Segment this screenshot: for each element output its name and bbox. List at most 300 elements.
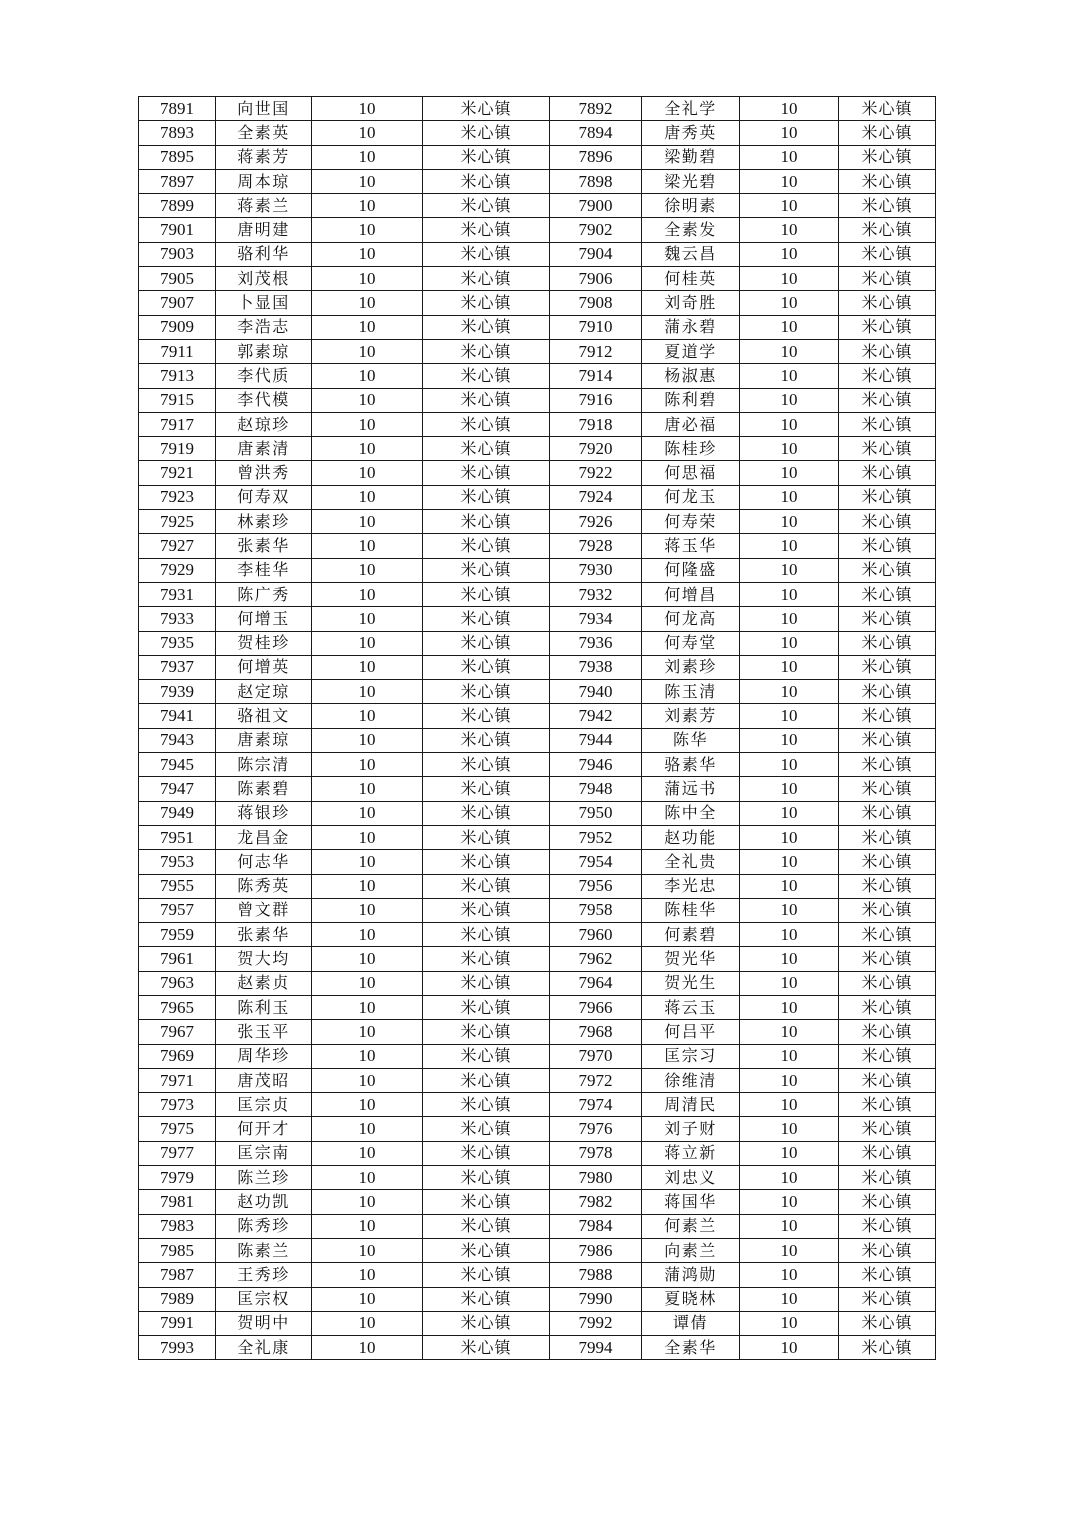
town-cell: 米心镇 — [423, 1068, 550, 1092]
town-cell: 米心镇 — [839, 680, 936, 704]
town-cell: 米心镇 — [423, 607, 550, 631]
amount-cell: 10 — [312, 947, 423, 971]
name-cell: 魏云昌 — [642, 242, 740, 266]
name-cell: 李代模 — [216, 388, 312, 412]
serial-number-cell: 7911 — [139, 339, 216, 363]
town-cell: 米心镇 — [423, 1093, 550, 1117]
town-cell: 米心镇 — [839, 339, 936, 363]
name-cell: 赵功能 — [642, 825, 740, 849]
table-row — [139, 1311, 936, 1335]
serial-number-cell: 7908 — [550, 291, 642, 315]
town-cell: 米心镇 — [423, 388, 550, 412]
amount-cell: 10 — [740, 801, 839, 825]
amount-cell: 10 — [312, 558, 423, 582]
town-cell: 米心镇 — [839, 97, 936, 121]
amount-cell: 10 — [740, 315, 839, 339]
name-cell: 夏晓林 — [642, 1287, 740, 1311]
name-cell: 陈素碧 — [216, 777, 312, 801]
name-cell: 陈宗清 — [216, 753, 312, 777]
name-cell: 贺明中 — [216, 1311, 312, 1335]
town-cell: 米心镇 — [839, 291, 936, 315]
serial-number-cell: 7928 — [550, 534, 642, 558]
table-row — [139, 218, 936, 242]
name-cell: 何寿荣 — [642, 510, 740, 534]
amount-cell: 10 — [312, 1093, 423, 1117]
serial-number-cell: 7936 — [550, 631, 642, 655]
amount-cell: 10 — [740, 923, 839, 947]
town-cell: 米心镇 — [423, 753, 550, 777]
amount-cell: 10 — [312, 510, 423, 534]
amount-cell: 10 — [740, 461, 839, 485]
name-cell: 张玉平 — [216, 1020, 312, 1044]
town-cell: 米心镇 — [423, 291, 550, 315]
table-row — [139, 267, 936, 291]
town-cell: 米心镇 — [839, 1263, 936, 1287]
table-row — [139, 1263, 936, 1287]
name-cell: 何吕平 — [642, 1020, 740, 1044]
town-cell: 米心镇 — [423, 194, 550, 218]
table-row — [139, 971, 936, 995]
amount-cell: 10 — [312, 995, 423, 1019]
name-cell: 全素华 — [642, 1336, 740, 1360]
amount-cell: 10 — [740, 825, 839, 849]
name-cell: 匡宗贞 — [216, 1093, 312, 1117]
name-cell: 陈兰珍 — [216, 1166, 312, 1190]
town-cell: 米心镇 — [839, 1336, 936, 1360]
table-row — [139, 850, 936, 874]
amount-cell: 10 — [312, 412, 423, 436]
serial-number-cell: 7920 — [550, 437, 642, 461]
amount-cell: 10 — [740, 1068, 839, 1092]
town-cell: 米心镇 — [423, 558, 550, 582]
amount-cell: 10 — [312, 1214, 423, 1238]
amount-cell: 10 — [312, 923, 423, 947]
serial-number-cell: 7987 — [139, 1263, 216, 1287]
name-cell: 匡宗习 — [642, 1044, 740, 1068]
town-cell: 米心镇 — [423, 1190, 550, 1214]
serial-number-cell: 7933 — [139, 607, 216, 631]
amount-cell: 10 — [312, 339, 423, 363]
table-row — [139, 753, 936, 777]
amount-cell: 10 — [740, 850, 839, 874]
name-cell: 陈广秀 — [216, 582, 312, 606]
town-cell: 米心镇 — [423, 145, 550, 169]
amount-cell: 10 — [312, 461, 423, 485]
table-row — [139, 388, 936, 412]
town-cell: 米心镇 — [839, 461, 936, 485]
table-row — [139, 704, 936, 728]
amount-cell: 10 — [740, 947, 839, 971]
amount-cell: 10 — [740, 218, 839, 242]
table-row — [139, 437, 936, 461]
name-cell: 陈利碧 — [642, 388, 740, 412]
town-cell: 米心镇 — [423, 1044, 550, 1068]
serial-number-cell: 7992 — [550, 1311, 642, 1335]
name-cell: 周华珍 — [216, 1044, 312, 1068]
amount-cell: 10 — [312, 898, 423, 922]
name-cell: 蒋玉华 — [642, 534, 740, 558]
name-cell: 骆祖文 — [216, 704, 312, 728]
amount-cell: 10 — [312, 582, 423, 606]
name-cell: 刘素芳 — [642, 704, 740, 728]
amount-cell: 10 — [740, 607, 839, 631]
amount-cell: 10 — [312, 145, 423, 169]
amount-cell: 10 — [312, 704, 423, 728]
table-row — [139, 339, 936, 363]
table-row — [139, 631, 936, 655]
town-cell: 米心镇 — [423, 461, 550, 485]
town-cell: 米心镇 — [423, 923, 550, 947]
town-cell: 米心镇 — [839, 631, 936, 655]
amount-cell: 10 — [740, 728, 839, 752]
name-cell: 何龙玉 — [642, 485, 740, 509]
serial-number-cell: 7932 — [550, 582, 642, 606]
town-cell: 米心镇 — [839, 558, 936, 582]
amount-cell: 10 — [312, 267, 423, 291]
serial-number-cell: 7922 — [550, 461, 642, 485]
serial-number-cell: 7915 — [139, 388, 216, 412]
serial-number-cell: 7949 — [139, 801, 216, 825]
table-row — [139, 874, 936, 898]
serial-number-cell: 7909 — [139, 315, 216, 339]
name-cell: 唐必福 — [642, 412, 740, 436]
name-cell: 蒲远书 — [642, 777, 740, 801]
town-cell: 米心镇 — [839, 1020, 936, 1044]
name-cell: 李光忠 — [642, 874, 740, 898]
serial-number-cell: 7893 — [139, 121, 216, 145]
name-cell: 骆利华 — [216, 242, 312, 266]
serial-number-cell: 7979 — [139, 1166, 216, 1190]
amount-cell: 10 — [312, 1044, 423, 1068]
town-cell: 米心镇 — [423, 1238, 550, 1262]
town-cell: 米心镇 — [423, 777, 550, 801]
town-cell: 米心镇 — [839, 388, 936, 412]
table-row — [139, 461, 936, 485]
serial-number-cell: 7981 — [139, 1190, 216, 1214]
serial-number-cell: 7926 — [550, 510, 642, 534]
town-cell: 米心镇 — [423, 510, 550, 534]
town-cell: 米心镇 — [423, 1020, 550, 1044]
amount-cell: 10 — [740, 777, 839, 801]
town-cell: 米心镇 — [839, 1311, 936, 1335]
serial-number-cell: 7917 — [139, 412, 216, 436]
amount-cell: 10 — [740, 1238, 839, 1262]
town-cell: 米心镇 — [839, 169, 936, 193]
town-cell: 米心镇 — [839, 825, 936, 849]
serial-number-cell: 7964 — [550, 971, 642, 995]
amount-cell: 10 — [740, 242, 839, 266]
amount-cell: 10 — [312, 1166, 423, 1190]
town-cell: 米心镇 — [839, 753, 936, 777]
name-cell: 徐维清 — [642, 1068, 740, 1092]
town-cell: 米心镇 — [839, 121, 936, 145]
serial-number-cell: 7974 — [550, 1093, 642, 1117]
serial-number-cell: 7899 — [139, 194, 216, 218]
serial-number-cell: 7976 — [550, 1117, 642, 1141]
amount-cell: 10 — [312, 218, 423, 242]
amount-cell: 10 — [312, 169, 423, 193]
amount-cell: 10 — [312, 825, 423, 849]
name-cell: 李代质 — [216, 364, 312, 388]
table-row — [139, 1166, 936, 1190]
name-cell: 全礼康 — [216, 1336, 312, 1360]
name-cell: 唐茂昭 — [216, 1068, 312, 1092]
serial-number-cell: 7913 — [139, 364, 216, 388]
serial-number-cell: 7962 — [550, 947, 642, 971]
serial-number-cell: 7931 — [139, 582, 216, 606]
town-cell: 米心镇 — [423, 1287, 550, 1311]
town-cell: 米心镇 — [423, 1311, 550, 1335]
table-row — [139, 655, 936, 679]
amount-cell: 10 — [312, 1020, 423, 1044]
name-cell: 向素兰 — [642, 1238, 740, 1262]
name-cell: 卜显国 — [216, 291, 312, 315]
serial-number-cell: 7990 — [550, 1287, 642, 1311]
table-row — [139, 534, 936, 558]
amount-cell: 10 — [312, 1263, 423, 1287]
serial-number-cell: 7984 — [550, 1214, 642, 1238]
name-cell: 全素英 — [216, 121, 312, 145]
town-cell: 米心镇 — [839, 971, 936, 995]
town-cell: 米心镇 — [839, 145, 936, 169]
amount-cell: 10 — [312, 777, 423, 801]
amount-cell: 10 — [740, 1044, 839, 1068]
amount-cell: 10 — [312, 1068, 423, 1092]
name-cell: 何思福 — [642, 461, 740, 485]
amount-cell: 10 — [740, 388, 839, 412]
serial-number-cell: 7965 — [139, 995, 216, 1019]
serial-number-cell: 7969 — [139, 1044, 216, 1068]
serial-number-cell: 7989 — [139, 1287, 216, 1311]
table-row — [139, 121, 936, 145]
name-cell: 陈秀英 — [216, 874, 312, 898]
table-row — [139, 558, 936, 582]
amount-cell: 10 — [312, 534, 423, 558]
town-cell: 米心镇 — [423, 218, 550, 242]
amount-cell: 10 — [740, 291, 839, 315]
name-cell: 蒲永碧 — [642, 315, 740, 339]
serial-number-cell: 7906 — [550, 267, 642, 291]
name-cell: 蒋云玉 — [642, 995, 740, 1019]
serial-number-cell: 7916 — [550, 388, 642, 412]
serial-number-cell: 7953 — [139, 850, 216, 874]
amount-cell: 10 — [312, 485, 423, 509]
town-cell: 米心镇 — [839, 582, 936, 606]
amount-cell: 10 — [312, 728, 423, 752]
serial-number-cell: 7934 — [550, 607, 642, 631]
amount-cell: 10 — [740, 680, 839, 704]
serial-number-cell: 7955 — [139, 874, 216, 898]
name-cell: 张素华 — [216, 923, 312, 947]
name-cell: 曾洪秀 — [216, 461, 312, 485]
amount-cell: 10 — [740, 971, 839, 995]
name-cell: 何开才 — [216, 1117, 312, 1141]
town-cell: 米心镇 — [839, 801, 936, 825]
serial-number-cell: 7894 — [550, 121, 642, 145]
serial-number-cell: 7939 — [139, 680, 216, 704]
serial-number-cell: 7986 — [550, 1238, 642, 1262]
name-cell: 何龙高 — [642, 607, 740, 631]
serial-number-cell: 7980 — [550, 1166, 642, 1190]
amount-cell: 10 — [312, 437, 423, 461]
amount-cell: 10 — [312, 364, 423, 388]
name-cell: 赵定琼 — [216, 680, 312, 704]
table-row — [139, 898, 936, 922]
town-cell: 米心镇 — [839, 1068, 936, 1092]
serial-number-cell: 7891 — [139, 97, 216, 121]
name-cell: 周本琼 — [216, 169, 312, 193]
name-cell: 陈玉清 — [642, 680, 740, 704]
amount-cell: 10 — [312, 194, 423, 218]
town-cell: 米心镇 — [839, 850, 936, 874]
amount-cell: 10 — [312, 655, 423, 679]
table-row — [139, 1020, 936, 1044]
serial-number-cell: 7901 — [139, 218, 216, 242]
amount-cell: 10 — [312, 242, 423, 266]
amount-cell: 10 — [312, 971, 423, 995]
town-cell: 米心镇 — [839, 923, 936, 947]
town-cell: 米心镇 — [423, 1336, 550, 1360]
serial-number-cell: 7947 — [139, 777, 216, 801]
roster-table — [138, 96, 936, 1360]
town-cell: 米心镇 — [423, 97, 550, 121]
table-row — [139, 995, 936, 1019]
name-cell: 唐秀英 — [642, 121, 740, 145]
name-cell: 骆素华 — [642, 753, 740, 777]
table-row — [139, 169, 936, 193]
table-row — [139, 97, 936, 121]
town-cell: 米心镇 — [839, 510, 936, 534]
town-cell: 米心镇 — [839, 704, 936, 728]
name-cell: 匡宗南 — [216, 1141, 312, 1165]
town-cell: 米心镇 — [423, 485, 550, 509]
town-cell: 米心镇 — [839, 534, 936, 558]
name-cell: 贺大均 — [216, 947, 312, 971]
serial-number-cell: 7972 — [550, 1068, 642, 1092]
serial-number-cell: 7944 — [550, 728, 642, 752]
amount-cell: 10 — [740, 1287, 839, 1311]
serial-number-cell: 7910 — [550, 315, 642, 339]
table-row — [139, 315, 936, 339]
town-cell: 米心镇 — [839, 267, 936, 291]
serial-number-cell: 7905 — [139, 267, 216, 291]
amount-cell: 10 — [312, 1117, 423, 1141]
serial-number-cell: 7950 — [550, 801, 642, 825]
town-cell: 米心镇 — [423, 1117, 550, 1141]
name-cell: 周清民 — [642, 1093, 740, 1117]
town-cell: 米心镇 — [423, 121, 550, 145]
amount-cell: 10 — [312, 1141, 423, 1165]
name-cell: 何寿双 — [216, 485, 312, 509]
name-cell: 张素华 — [216, 534, 312, 558]
serial-number-cell: 7895 — [139, 145, 216, 169]
table-row — [139, 194, 936, 218]
town-cell: 米心镇 — [423, 971, 550, 995]
town-cell: 米心镇 — [423, 631, 550, 655]
town-cell: 米心镇 — [839, 242, 936, 266]
roster-body — [139, 97, 936, 1360]
town-cell: 米心镇 — [423, 412, 550, 436]
town-cell: 米心镇 — [423, 242, 550, 266]
name-cell: 何素碧 — [642, 923, 740, 947]
name-cell: 徐明素 — [642, 194, 740, 218]
serial-number-cell: 7960 — [550, 923, 642, 947]
serial-number-cell: 7952 — [550, 825, 642, 849]
table-row — [139, 1044, 936, 1068]
town-cell: 米心镇 — [423, 655, 550, 679]
table-row — [139, 728, 936, 752]
name-cell: 匡宗权 — [216, 1287, 312, 1311]
amount-cell: 10 — [312, 631, 423, 655]
amount-cell: 10 — [740, 1117, 839, 1141]
serial-number-cell: 7959 — [139, 923, 216, 947]
name-cell: 何寿堂 — [642, 631, 740, 655]
serial-number-cell: 7985 — [139, 1238, 216, 1262]
town-cell: 米心镇 — [839, 1141, 936, 1165]
name-cell: 蒋素芳 — [216, 145, 312, 169]
amount-cell: 10 — [740, 995, 839, 1019]
amount-cell: 10 — [740, 145, 839, 169]
town-cell: 米心镇 — [839, 898, 936, 922]
name-cell: 何隆盛 — [642, 558, 740, 582]
amount-cell: 10 — [740, 1141, 839, 1165]
amount-cell: 10 — [740, 704, 839, 728]
name-cell: 杨淑惠 — [642, 364, 740, 388]
name-cell: 贺光生 — [642, 971, 740, 995]
amount-cell: 10 — [740, 1093, 839, 1117]
amount-cell: 10 — [312, 1311, 423, 1335]
amount-cell: 10 — [740, 267, 839, 291]
serial-number-cell: 7968 — [550, 1020, 642, 1044]
serial-number-cell: 7973 — [139, 1093, 216, 1117]
table-row — [139, 1117, 936, 1141]
serial-number-cell: 7942 — [550, 704, 642, 728]
town-cell: 米心镇 — [423, 874, 550, 898]
town-cell: 米心镇 — [423, 364, 550, 388]
name-cell: 夏道学 — [642, 339, 740, 363]
town-cell: 米心镇 — [839, 485, 936, 509]
name-cell: 贺光华 — [642, 947, 740, 971]
name-cell: 陈桂华 — [642, 898, 740, 922]
town-cell: 米心镇 — [839, 1190, 936, 1214]
serial-number-cell: 7937 — [139, 655, 216, 679]
table-row — [139, 510, 936, 534]
serial-number-cell: 7970 — [550, 1044, 642, 1068]
serial-number-cell: 7927 — [139, 534, 216, 558]
amount-cell: 10 — [740, 631, 839, 655]
table-row — [139, 801, 936, 825]
serial-number-cell: 7971 — [139, 1068, 216, 1092]
name-cell: 王秀珍 — [216, 1263, 312, 1287]
amount-cell: 10 — [740, 558, 839, 582]
amount-cell: 10 — [312, 388, 423, 412]
serial-number-cell: 7993 — [139, 1336, 216, 1360]
town-cell: 米心镇 — [423, 1166, 550, 1190]
serial-number-cell: 7903 — [139, 242, 216, 266]
town-cell: 米心镇 — [423, 850, 550, 874]
town-cell: 米心镇 — [423, 947, 550, 971]
name-cell: 何桂英 — [642, 267, 740, 291]
town-cell: 米心镇 — [839, 218, 936, 242]
table-row — [139, 777, 936, 801]
amount-cell: 10 — [312, 607, 423, 631]
serial-number-cell: 7892 — [550, 97, 642, 121]
name-cell: 蒋素兰 — [216, 194, 312, 218]
name-cell: 何增英 — [216, 655, 312, 679]
serial-number-cell: 7948 — [550, 777, 642, 801]
serial-number-cell: 7982 — [550, 1190, 642, 1214]
town-cell: 米心镇 — [839, 1044, 936, 1068]
